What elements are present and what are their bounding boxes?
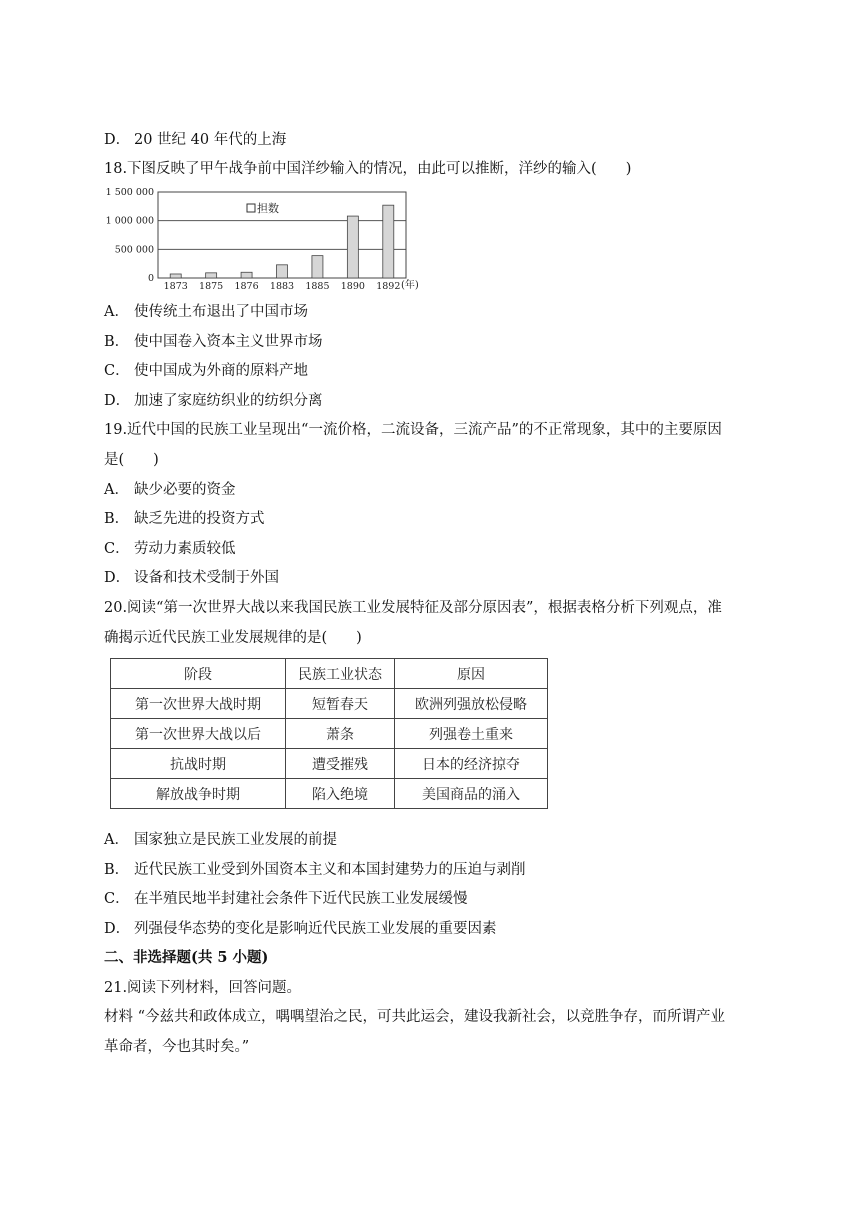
y-tick-label: 500 000 [114, 244, 154, 256]
legend-swatch [247, 204, 255, 212]
option-text: 加速了家庭纺织业的纺织分离 [134, 393, 323, 409]
table-cell: 列强卷土重来 [395, 719, 548, 749]
option-letter: C． [104, 891, 130, 907]
table-row [111, 749, 548, 779]
option-text: 国家独立是民族工业发展的前提 [134, 832, 337, 848]
q19-stem-line2: 是( ) [104, 452, 159, 468]
option-text: 在半殖民地半封建社会条件下近代民族工业发展缓慢 [134, 891, 468, 907]
q20-option-a [104, 830, 337, 850]
table-cell: 解放战争时期 [111, 779, 286, 809]
q20-stem-line2: 确揭示近代民族工业发展规律的是( ) [104, 630, 362, 646]
yarn-import-chart [100, 186, 430, 294]
bar-1892 [383, 205, 394, 278]
table-cell: 短暂春天 [286, 689, 395, 719]
q19-option-c [104, 539, 236, 559]
option-text: 使中国卷入资本主义世界市场 [134, 334, 323, 350]
option-letter: D． [104, 393, 131, 409]
option-text: 设备和技术受制于外国 [134, 570, 279, 586]
q18-stem: 18.下图反映了甲午战争前中国洋纱输入的情况，由此可以推断，洋纱的输入( ) [104, 161, 632, 177]
table-header-cell: 原因 [395, 659, 548, 689]
chart-x-ticks [164, 281, 401, 292]
bar-1876 [241, 272, 252, 278]
option-letter: A． [104, 832, 129, 848]
industry-stage-table [110, 658, 548, 809]
q20-option-c [104, 889, 468, 909]
table-cell: 陷入绝境 [286, 779, 395, 809]
table-cell: 日本的经济掠夺 [395, 749, 548, 779]
option-letter: D． [104, 570, 131, 586]
option-letter: D． [104, 132, 131, 148]
option-text: 列强侵华态势的变化是影响近代民族工业发展的重要因素 [134, 921, 497, 937]
bar-1873 [170, 274, 181, 278]
x-tick-label: 1875 [199, 281, 224, 292]
x-axis-unit: (年) [401, 280, 419, 291]
chart-bars [170, 205, 394, 278]
table-cell: 美国商品的涌入 [395, 779, 548, 809]
q18-option-c [104, 361, 308, 381]
option-text: 使中国成为外商的原料产地 [134, 363, 308, 379]
table-cell: 第一次世界大战时期 [111, 689, 286, 719]
chart-legend [247, 201, 279, 215]
option-letter: A． [104, 482, 129, 498]
bar-1883 [277, 265, 288, 278]
option-text: 劳动力素质较低 [134, 541, 236, 557]
q18-option-a [104, 302, 308, 322]
table-row [111, 779, 548, 809]
option-letter: B． [104, 862, 130, 878]
x-tick-label: 1883 [269, 281, 295, 292]
legend-label: 担数 [257, 202, 279, 215]
option-letter: B． [104, 334, 130, 350]
chart-y-ticks [106, 187, 154, 284]
x-tick-label: 1890 [340, 281, 365, 292]
table-cell: 萧条 [286, 719, 395, 749]
q17-option-d [104, 130, 286, 150]
option-text: 20 世纪 40 年代的上海 [134, 132, 287, 148]
table-header-row [111, 659, 548, 689]
option-text: 使传统土布退出了中国市场 [134, 304, 308, 320]
q20-option-d [104, 919, 497, 939]
x-tick-label: 1885 [305, 281, 330, 292]
q20-option-b [104, 860, 526, 880]
q21-stem: 21.阅读下列材料，回答问题。 [104, 980, 302, 996]
bar-1890 [347, 216, 358, 278]
option-text: 缺乏先进的投资方式 [134, 511, 265, 527]
q18-option-d [104, 391, 323, 411]
q19-option-d [104, 568, 279, 588]
table-cell: 欧洲列强放松侵略 [395, 689, 548, 719]
table-header-cell: 民族工业状态 [286, 659, 395, 689]
y-tick-label: 1 000 000 [105, 215, 154, 227]
x-tick-label: 1873 [163, 281, 188, 292]
q19-stem-line1: 19.近代中国的民族工业呈现出“一流价格，二流设备，三流产品”的不正常现象，其中的主要原因 [104, 422, 722, 438]
section-heading: 二、非选择题(共 5 小题) [104, 949, 269, 966]
y-tick-label: 0 [147, 273, 154, 284]
option-letter: A． [104, 304, 129, 320]
option-letter: B． [104, 511, 130, 527]
option-text: 缺少必要的资金 [134, 482, 236, 498]
bar-1885 [312, 256, 323, 278]
y-tick-label: 1 500 000 [105, 187, 154, 198]
bar-1875 [206, 273, 217, 278]
q18-option-b [104, 332, 323, 352]
table-cell: 抗战时期 [111, 749, 286, 779]
q21-material-line2: 革命者，今也其时矣。” [104, 1039, 250, 1055]
table-header-cell: 阶段 [111, 659, 286, 689]
option-letter: C． [104, 541, 130, 557]
x-tick-label: 1892 [376, 281, 401, 292]
table-row [111, 689, 548, 719]
option-letter: C． [104, 363, 130, 379]
q19-option-a [104, 480, 236, 500]
option-letter: D． [104, 921, 131, 937]
q20-stem-line1: 20.阅读“第一次世界大战以来我国民族工业发展特征及部分原因表”，根据表格分析下列观点，准 [104, 600, 722, 616]
table-row [111, 719, 548, 749]
table-cell: 遭受摧残 [286, 749, 395, 779]
option-text: 近代民族工业受到外国资本主义和本国封建势力的压迫与剥削 [134, 862, 526, 878]
q19-option-b [104, 509, 265, 529]
x-tick-label: 1876 [234, 281, 259, 292]
q21-material-line1: 材料 “今兹共和政体成立，喁喁望治之民，可共此运会，建设我新社会，以竞胜争存，而所谓产业 [104, 1009, 726, 1025]
table-cell: 第一次世界大战以后 [111, 719, 286, 749]
